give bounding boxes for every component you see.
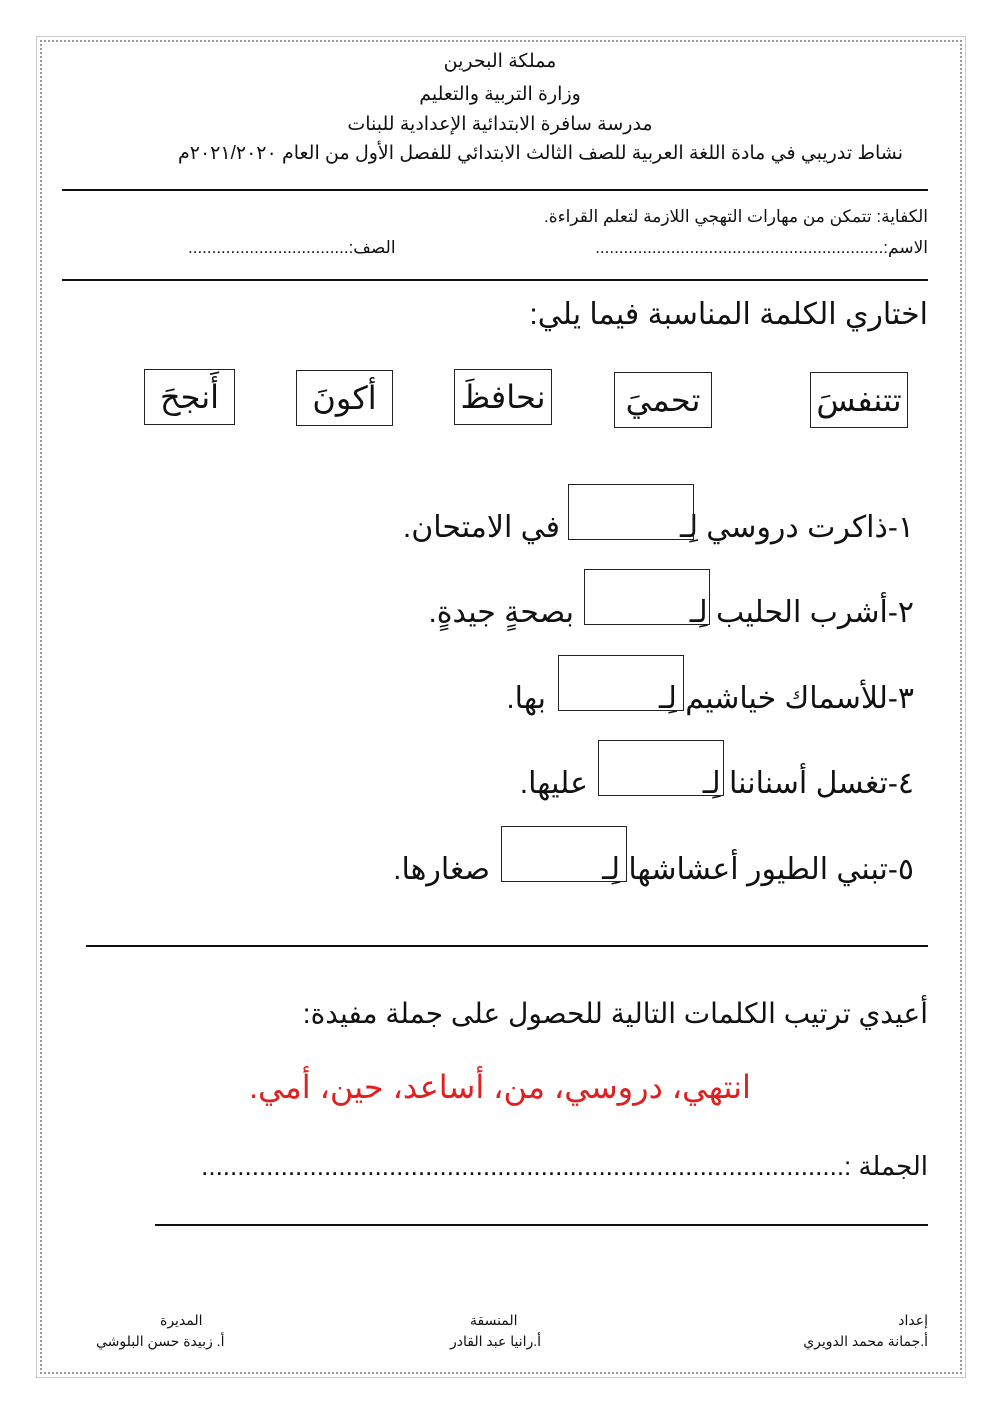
prepared-by-title: إعداد bbox=[898, 1312, 928, 1328]
answer-blank[interactable] bbox=[568, 484, 694, 540]
word-option[interactable]: تتنفسَ bbox=[810, 372, 908, 428]
divider bbox=[62, 189, 928, 191]
question-text: في الامتحان. bbox=[402, 511, 560, 544]
principal-name: أ. زبيدة حسن البلوشي bbox=[96, 1333, 225, 1349]
coordinator-name: أ.رانيا عبد القادر bbox=[450, 1333, 542, 1349]
scrambled-words: انتهي، دروسي، من، أساعد، حين، أمي. bbox=[249, 1069, 751, 1105]
competency-text: الكفاية: تتمكن من مهارات التهجي اللازمة لتعلم القراءة. bbox=[544, 207, 928, 226]
header-activity: نشاط تدريبي في مادة اللغة العربية للصف الثالث الابتدائي للفصل الأول من العام ٢٠٢١/٢٠٢٠م bbox=[178, 143, 903, 164]
answer-blank[interactable] bbox=[584, 569, 710, 625]
question-text: ٤-تغسل أسناننا لِـ bbox=[702, 767, 914, 800]
question-text: ٣-للأسماك خياشيم لِـ bbox=[659, 682, 914, 715]
question-5 bbox=[0, 826, 1000, 886]
section1-title: اختاري الكلمة المناسبة فيما يلي: bbox=[529, 298, 928, 331]
question-text: ٢-أشرب الحليب لِـ bbox=[689, 596, 914, 629]
word-option[interactable]: تحميَ bbox=[614, 372, 712, 428]
divider bbox=[62, 279, 928, 281]
answer-underline bbox=[155, 1224, 928, 1226]
question-4 bbox=[0, 740, 1000, 800]
header-school: مدرسة سافرة الابتدائية الإعدادية للبنات bbox=[347, 114, 653, 135]
header-kingdom: مملكة البحرين bbox=[443, 51, 557, 72]
answer-blank[interactable] bbox=[598, 740, 724, 796]
answer-blank[interactable] bbox=[558, 655, 684, 711]
question-text: عليها. bbox=[519, 767, 588, 800]
word-option[interactable]: أكونَ bbox=[296, 370, 393, 426]
answer-blank[interactable] bbox=[501, 826, 627, 882]
principal-title: المديرة bbox=[160, 1312, 203, 1328]
question-text: صغارها. bbox=[393, 853, 490, 886]
divider bbox=[86, 945, 928, 947]
question-3 bbox=[0, 655, 1000, 715]
header-ministry: وزارة التربية والتعليم bbox=[419, 84, 581, 105]
class-field: الصف:.................................. bbox=[188, 238, 396, 257]
question-text: ١-ذاكرت دروسي لِـ bbox=[680, 511, 914, 544]
sentence-answer-line[interactable]: الجملة :......................................................................................... bbox=[201, 1151, 928, 1181]
question-text: ٥-تبني الطيور أعشاشها لِـ bbox=[602, 853, 914, 886]
prepared-by-name: أ.جمانة محمد الدويري bbox=[803, 1333, 928, 1349]
question-text: بصحةٍ جيدةٍ. bbox=[428, 596, 574, 629]
word-option[interactable]: أَنجحَ bbox=[144, 369, 235, 425]
section2-title: أعيدي ترتيب الكلمات التالية للحصول على جملة مفيدة: bbox=[302, 998, 928, 1029]
question-text: بها. bbox=[506, 682, 546, 715]
name-field: الاسم:............................................................. bbox=[595, 238, 928, 257]
word-option[interactable]: نحافظَ bbox=[454, 369, 552, 425]
coordinator-title: المنسقة bbox=[470, 1312, 518, 1328]
question-2 bbox=[0, 569, 1000, 629]
question-1 bbox=[0, 484, 1000, 544]
